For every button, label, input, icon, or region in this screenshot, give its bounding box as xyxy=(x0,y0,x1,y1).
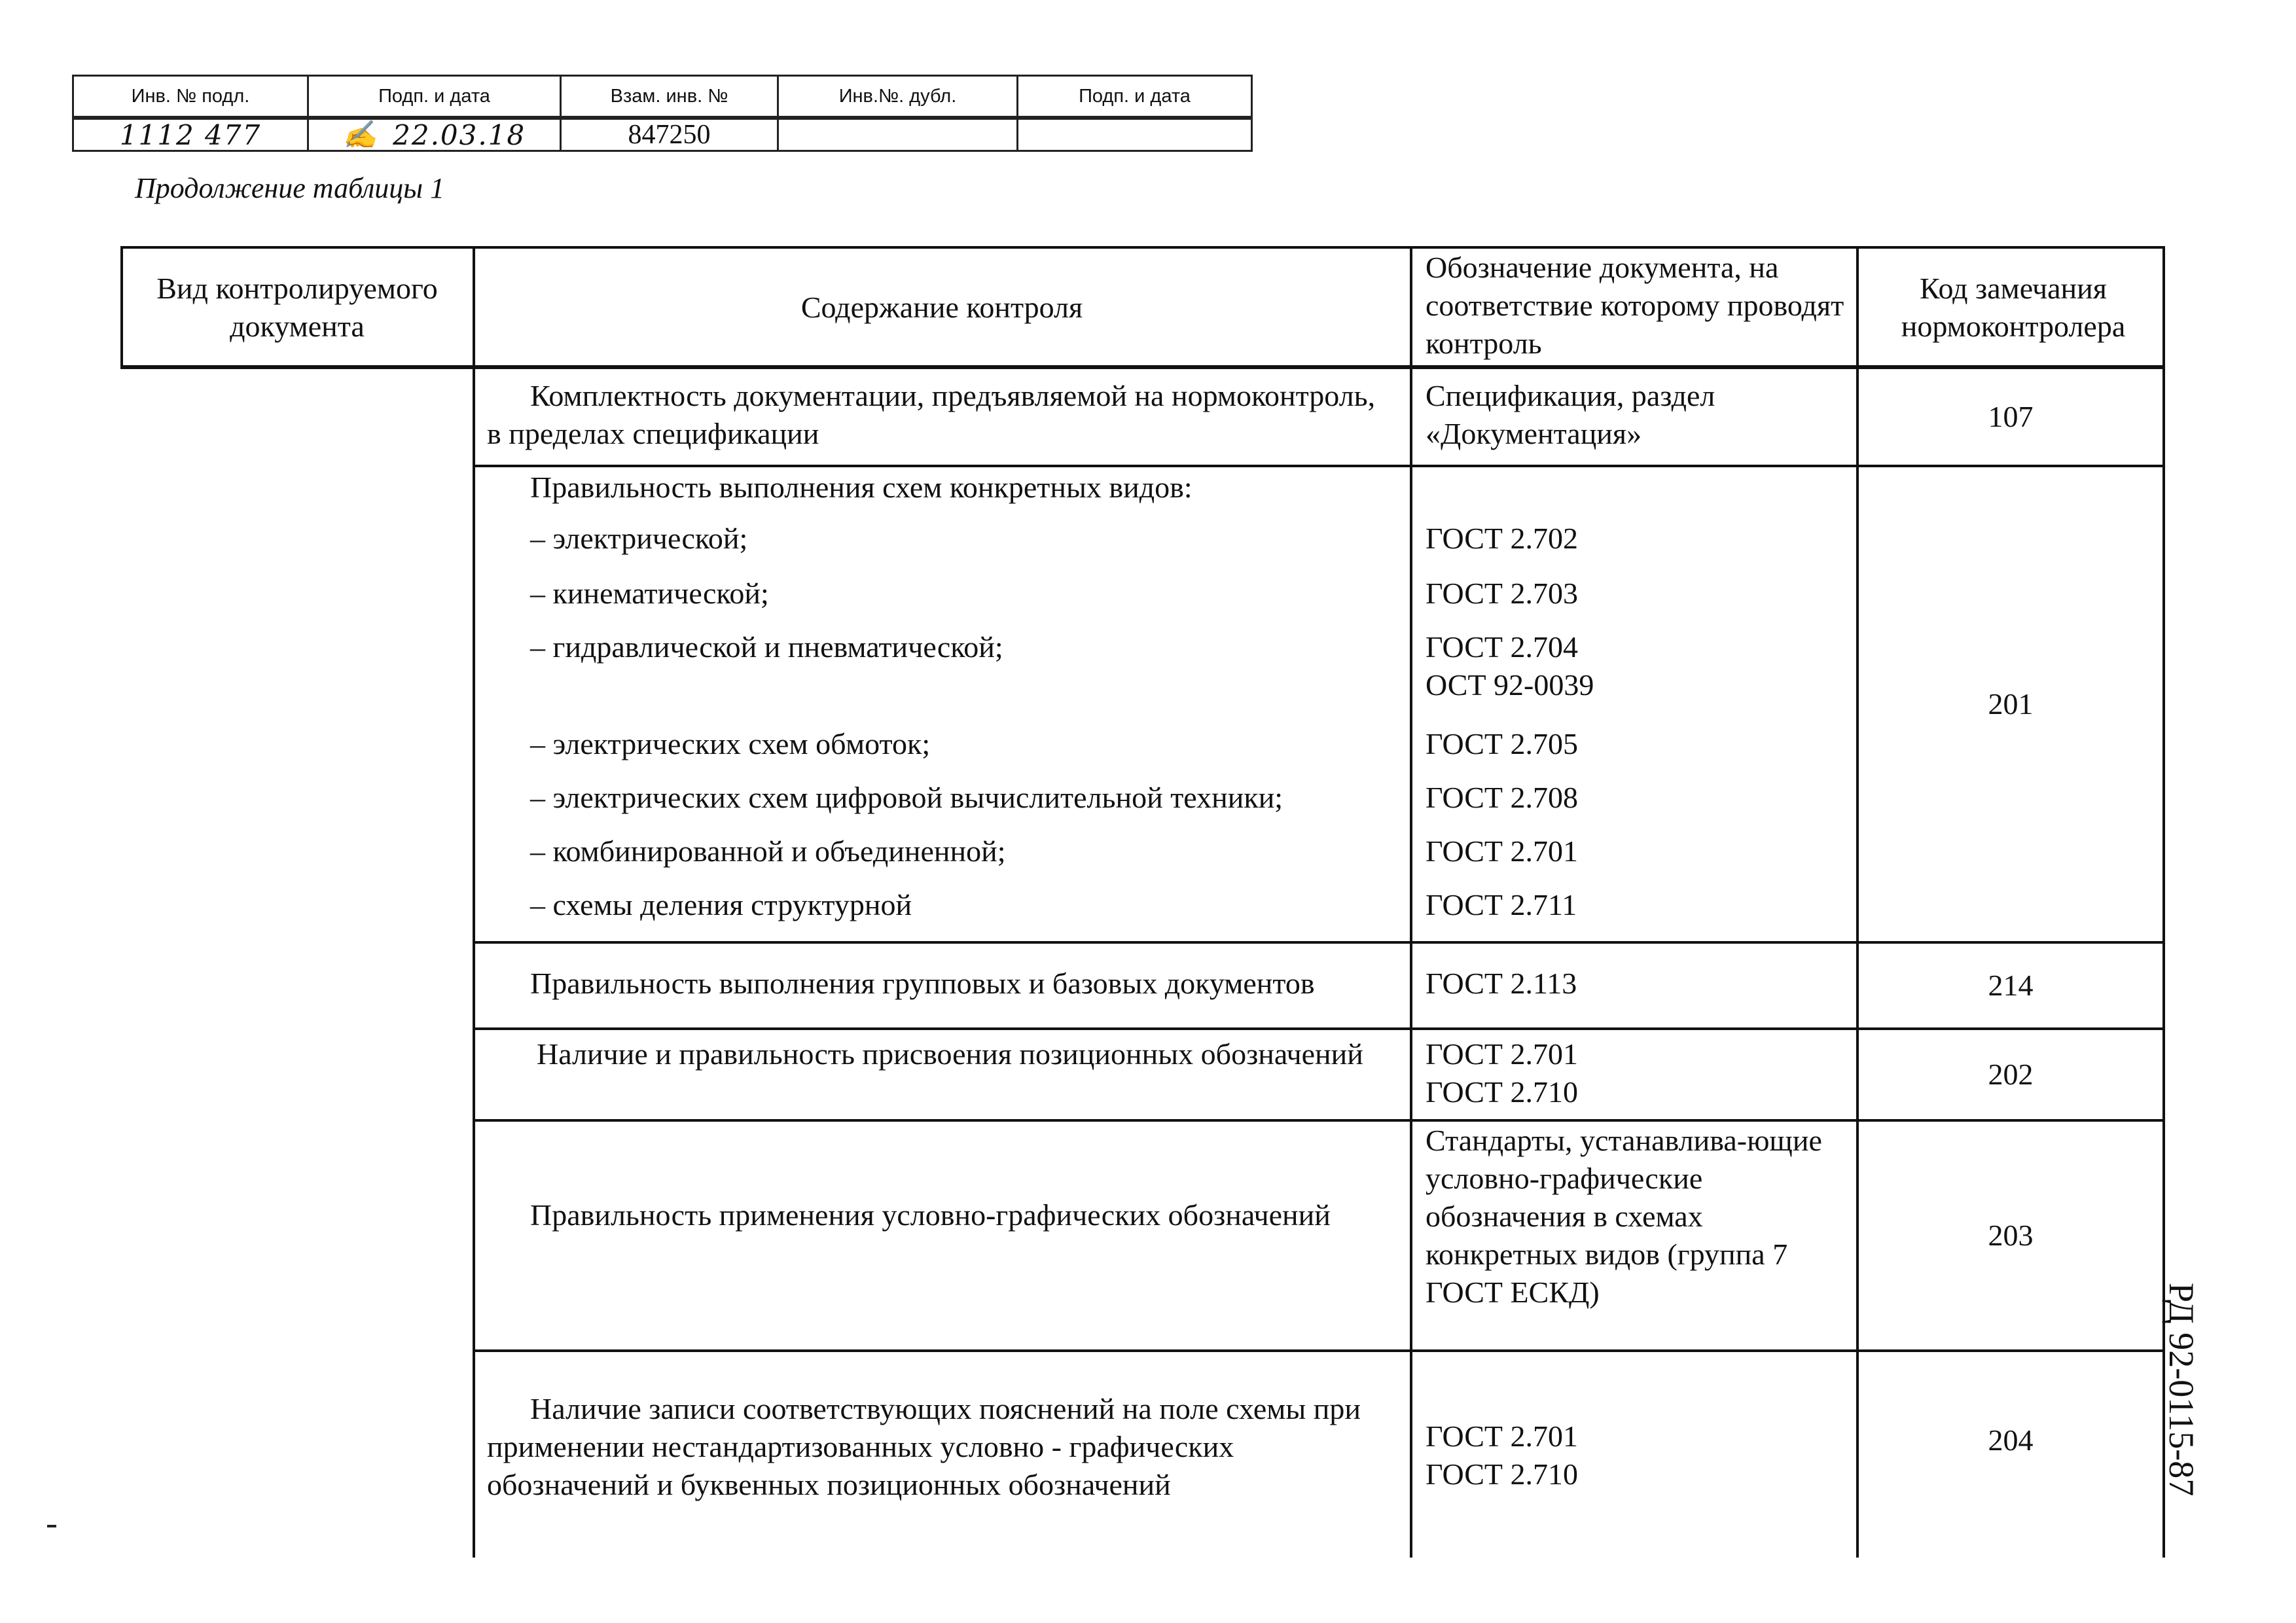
stamp-header-inv-dup: Инв.№. дубл. xyxy=(777,75,1018,118)
row2-doc-3b: ОСТ 92-0039 xyxy=(1426,668,1594,702)
row2-doc-2: ГОСТ 2.703 xyxy=(1426,577,1579,610)
row3-content: Правильность выполнения групповых и базовых документов xyxy=(530,967,1315,1000)
row2-doc-6: ГОСТ 2.701 xyxy=(1426,834,1579,868)
row2-item-1: – электрической; xyxy=(530,522,748,555)
header-doc-designation: Обозначение документа, на соответствие которому проводят контроль xyxy=(1426,251,1844,360)
header-doc-type: Вид контролируемого документа xyxy=(156,272,438,343)
row4-doc-2: ГОСТ 2.710 xyxy=(1426,1075,1579,1109)
row1-content: Комплектность документации, предъявляемой на нормоконтроль, в пределах спецификации xyxy=(487,379,1376,450)
row3-code: 214 xyxy=(1988,969,2034,1002)
table-divider-1 xyxy=(473,246,475,1558)
row5-doc: Стандарты, устанавлива-ющие условно-графические обозначения в схемах конкретных видов (группа 7 ГОСТ ЕСКД) xyxy=(1426,1124,1822,1309)
stamp-values-row xyxy=(74,120,1255,154)
row2-doc-7: ГОСТ 2.711 xyxy=(1426,888,1577,921)
row4-code: 202 xyxy=(1988,1058,2034,1091)
table-caption: Продолжение таблицы 1 xyxy=(135,172,445,204)
header-control-content: Содержание контроля xyxy=(800,291,1083,324)
row2-item-4: – электрических схем обмоток; xyxy=(530,727,931,760)
row2-code: 201 xyxy=(1988,687,2034,721)
row2-item-5: – электрических схем цифровой вычислительной техники; xyxy=(530,781,1283,814)
row2-title: Правильность выполнения схем конкретных видов: xyxy=(530,471,1193,504)
stamp-header-replace-inv: Взам. инв. № xyxy=(560,75,779,118)
row2-doc-4: ГОСТ 2.705 xyxy=(1426,727,1579,760)
row1-doc: Спецификация, раздел «Документация» xyxy=(1426,379,1715,450)
stamp-header-row xyxy=(74,77,1255,120)
table-border-left xyxy=(120,246,123,368)
margin-mark xyxy=(47,1525,56,1527)
table-divider-2 xyxy=(1410,246,1412,1558)
row2-doc-3: ГОСТ 2.704 xyxy=(1426,630,1579,664)
row2-doc-1: ГОСТ 2.702 xyxy=(1426,522,1579,555)
stamp-value-inv-orig: 1112 477 xyxy=(72,118,309,152)
signature-mark: ✍ xyxy=(342,118,379,151)
inventory-stamp xyxy=(74,77,1255,154)
row6-doc: ГОСТ 2.701 xyxy=(1426,1419,1579,1453)
stamp-value-date: 22.03.18 xyxy=(393,118,526,151)
row4-content: Наличие и правильность присвоения позиционных обозначений xyxy=(537,1037,1363,1071)
row2-item-3: – гидравлической и пневматической; xyxy=(530,630,1003,664)
stamp-value-sign-date xyxy=(307,118,562,152)
stamp-header-inv-orig: Инв. № подл. xyxy=(72,75,309,118)
row6-content: Наличие записи соответствующих пояснений на поле схемы при применении нестандартизованных условно - графических обозначений и буквенных позиционных обозначений xyxy=(487,1392,1361,1501)
row2-item-6: – комбинированной и объединенной; xyxy=(530,834,1006,868)
control-table xyxy=(120,246,2165,1558)
row5-content: Правильность применения условно-графических обозначений xyxy=(530,1198,1331,1232)
row5-code: 203 xyxy=(1988,1219,2034,1252)
stamp-header-sign-date: Подп. и дата xyxy=(307,75,562,118)
table-border-top xyxy=(120,246,2165,249)
row4-doc: ГОСТ 2.701 xyxy=(1426,1037,1579,1071)
row2-doc-5: ГОСТ 2.708 xyxy=(1426,781,1579,814)
header-remark-code: Код замечания нормоконтролера xyxy=(1901,272,2126,343)
stamp-value-inv-dup xyxy=(777,118,1018,152)
row6-doc-2: ГОСТ 2.710 xyxy=(1426,1457,1579,1491)
document-code-vertical: РД 92-0115-87 xyxy=(2162,1283,2201,1497)
stamp-value-replace-inv: 847250 xyxy=(560,118,779,152)
row2-item-7: – схемы деления структурной xyxy=(530,888,912,921)
row3-doc: ГОСТ 2.113 xyxy=(1426,967,1577,1000)
stamp-header-sign-date-2: Подп. и дата xyxy=(1016,75,1253,118)
row2-item-2: – кинематической; xyxy=(530,577,769,610)
row6-code: 204 xyxy=(1988,1423,2034,1457)
row1-code: 107 xyxy=(1988,400,2034,433)
stamp-value-sign-date-2 xyxy=(1016,118,1253,152)
